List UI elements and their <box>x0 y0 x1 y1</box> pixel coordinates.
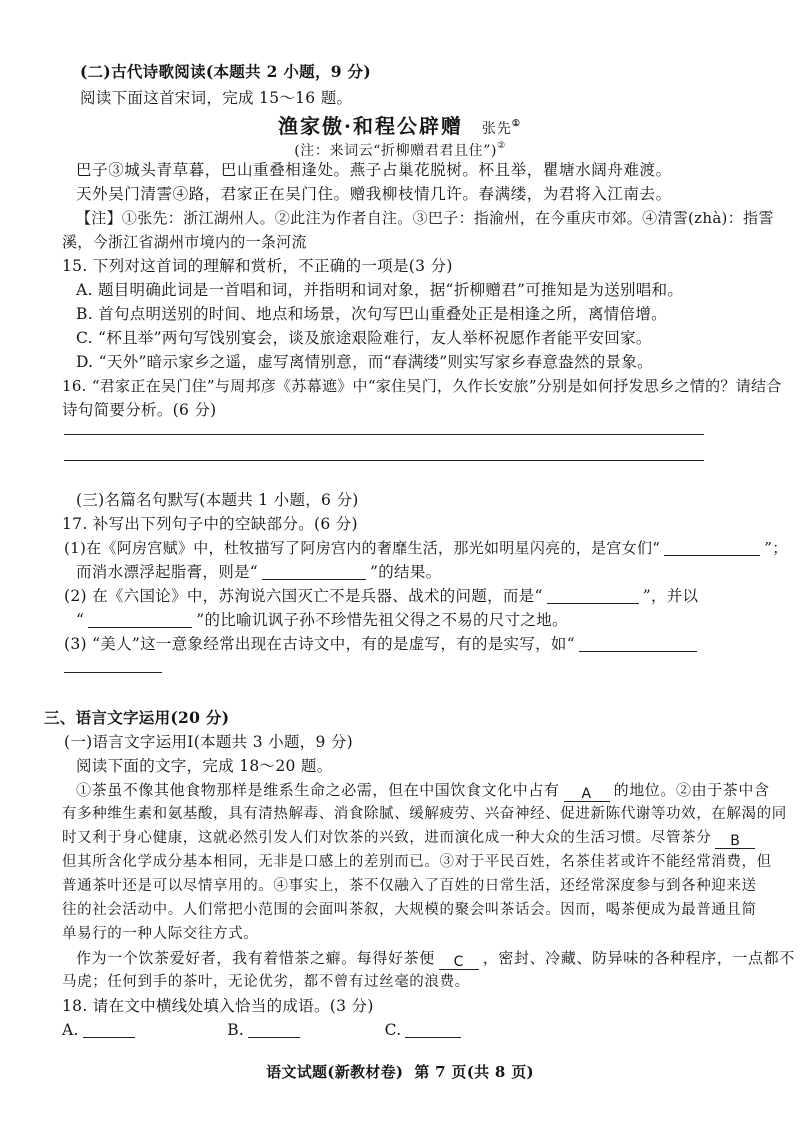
passage-blank-b[interactable] <box>715 832 755 849</box>
poem-author-note-mark: ① <box>511 119 522 129</box>
passage-line-3 <box>62 828 759 849</box>
q17-item1-text-d: ”的结果。 <box>370 563 442 581</box>
page-footer: 语文试题(新教材卷) 第 7 页(共 8 页) <box>266 1063 534 1081</box>
q15-option-d: D. “天外”暗示家乡之遥，虚写离情别意，而“春满缕”则实写家乡春意盎然的景象。 <box>76 353 653 371</box>
q18-stem: 18. 请在文中横线处填入恰当的成语。(3 分) <box>62 997 374 1015</box>
q18-label-b: B. <box>227 1021 245 1039</box>
part3-instruction: 阅读下面的文字，完成 18～20 题。 <box>76 757 333 775</box>
poem-title <box>0 110 800 139</box>
part3-heading: 三、语言文字运用(20 分) <box>44 708 230 727</box>
q17-item3-blank-1[interactable] <box>579 635 697 652</box>
passage-line-4: 但其所含化学成分基本相同，无非是口感上的差别而已。③对于平民百姓，名茶佳茗或许不能经常消费，但 <box>62 854 772 870</box>
q15-option-c: C. “杯且举”两句写饯别宴会，谈及旅途艰险难行，友人举杯祝愿作者能平安回家。 <box>76 329 652 347</box>
section2-instruction: 阅读下面这首宋词，完成 15～16 题。 <box>80 89 353 107</box>
q17-stem: 17. 补写出下列句子中的空缺部分。(6 分) <box>62 515 358 533</box>
q16-answer-line-2[interactable] <box>64 460 704 461</box>
section3-heading: (三)名篇名句默写(本题共 1 小题，6 分) <box>76 491 359 509</box>
q17-item1-blank-1[interactable] <box>664 539 760 556</box>
passage-line-6: 往的社会活动中。人们常把小范围的会面叫茶叙，大规模的聚会叫茶话会。因而，喝茶便成为最普通且简 <box>62 902 757 918</box>
passage-para2-line-2: 马虎；任何到手的茶叶，无论优劣，都不曾有过丝毫的浪费。 <box>62 974 470 990</box>
q18-label-c: C. <box>384 1021 402 1039</box>
passage-blank-c-label: C <box>453 954 464 970</box>
q17-item1-text-c: 而消水漂浮起脂膏，则是“ <box>76 563 259 581</box>
passage-line-2: 有多种维生素和氨基酸，具有清热解毒、消食除腻、缓解疲劳、兴奋神经、促进新陈代谢等功效，在解渴的同 <box>62 806 787 822</box>
passage-blank-b-label: B <box>730 833 741 849</box>
q17-item2-blank-2[interactable] <box>88 611 192 628</box>
poem-author: 张先 <box>481 121 512 137</box>
poem-line-2: 天外吴门清霅④路，君家正在吴门住。赠我柳枝情几许。春满缕，为君将入江南去。 <box>76 185 672 203</box>
passage-p2-b: ，密封、冷藏、防异味的各种程序，一点都不 <box>482 949 795 967</box>
passage-blank-a[interactable] <box>564 785 610 802</box>
poem-subtitle-mark: ② <box>497 141 506 151</box>
poem-title-text: 渔家傲·和程公辟赠 <box>277 114 463 138</box>
part3-sub-heading: (一)语言文字运用Ⅰ(本题共 3 小题，9 分) <box>64 733 354 751</box>
passage-line-1 <box>76 780 770 802</box>
passage-l1-b: 的地位。②由于茶中含 <box>613 781 770 799</box>
q17-item2-line1 <box>64 586 698 606</box>
q15-option-a: A. 题目明确此词是一首唱和词，并指明和词对象，据“折柳赠君”可推知是为送别唱和。 <box>76 281 684 299</box>
passage-l1-a: ①茶虽不像其他食物那样是维系生命之必需，但在中国饮食文化中占有 <box>76 781 560 799</box>
q15-option-b: B. 首句点明送别的时间、地点和场景，次句写巴山重叠处正是相逢之所，离情倍增。 <box>76 305 667 323</box>
q17-item2-blank-1[interactable] <box>547 587 639 604</box>
poem-line-1: 巴子③城头青草暮，巴山重叠相逢处。燕子占巢花脱树。杯且举，瞿塘水阔舟难渡。 <box>76 161 672 179</box>
passage-line-5: 普通茶叶还是可以尽情享用的。④事实上，茶不仅融入了百姓的日常生活，还经常深度参与到各种迎来送 <box>62 878 757 894</box>
q17-item3-blank-2[interactable] <box>64 672 162 673</box>
q16-answer-line-1[interactable] <box>64 434 704 435</box>
poem-subtitle-text: (注：来词云“折柳赠君君且住”) <box>294 143 498 159</box>
q17-item3-line1 <box>64 634 701 654</box>
poem-subtitle <box>0 136 800 161</box>
q17-item1-text-a: (1)在《阿房宫赋》中，杜牧描写了阿房宫内的奢靡生活，那光如明星闪亮的，是宫女们“ <box>64 539 661 557</box>
q17-item1-line1 <box>64 538 788 558</box>
q16-stem-line-1: 16. “君家正在吴门住”与周邦彦《苏幕遮》中“家住吴门，久作长安旅”分别是如何抒发思乡之情的？请结合 <box>62 377 782 395</box>
q18-answer-b[interactable] <box>248 1021 300 1038</box>
q17-item2-text-c: “ <box>76 611 85 629</box>
passage-blank-a-label: A <box>581 786 592 802</box>
passage-l3-a: 时又利于身心健康，这就必然引发人们对饮茶的兴致，进而演化成一种大众的生活习惯。尽管茶分 <box>62 830 712 846</box>
q15-stem: 15. 下列对这首词的理解和赏析，不正确的一项是(3 分) <box>62 257 453 275</box>
q18-answer-a[interactable] <box>83 1021 135 1038</box>
q17-item2-text-b: ”，并以 <box>642 587 699 605</box>
q17-item2-text-a: (2) 在《六国论》中，苏洵说六国灭亡不是兵器、战术的问题，而是“ <box>64 587 543 605</box>
q17-item1-text-b: ”； <box>764 539 788 557</box>
poem-notes-line-2: 溪，今浙江省湖州市境内的一条河流 <box>62 233 307 251</box>
poem-notes-line-1: 【注】①张先：浙江湖州人。②此注为作者自注。③巴子：指渝州，在今重庆市郊。④清霅(zhà)：指霅 <box>76 209 774 227</box>
section2-heading: (二)古代诗歌阅读(本题共 2 小题，9 分) <box>80 62 371 81</box>
q17-item2-line2 <box>76 610 568 630</box>
q17-item2-text-d: ”的比喻讥讽子孙不珍惜先祖父得之不易的尺寸之地。 <box>196 611 568 629</box>
q18-answer-c[interactable] <box>405 1021 461 1038</box>
q16-stem-line-2: 诗句简要分析。(6 分) <box>62 401 217 419</box>
passage-blank-c[interactable] <box>439 953 479 970</box>
q18-label-a: A. <box>62 1021 79 1039</box>
q17-item3-text-a: (3) “美人”这一意象经常出现在古诗文中，有的是虚写，有的是实写，如“ <box>64 635 575 653</box>
passage-line-7: 单易行的一种人际交往方式。 <box>62 926 259 942</box>
q18-answers <box>62 1020 465 1040</box>
passage-para2-line-1 <box>76 948 795 970</box>
passage-p2-a: 作为一个饮茶爱好者，我有着惜茶之癖。每得好茶便 <box>76 949 435 967</box>
q17-item1-blank-2[interactable] <box>262 563 366 580</box>
q17-item1-line2 <box>76 562 441 582</box>
